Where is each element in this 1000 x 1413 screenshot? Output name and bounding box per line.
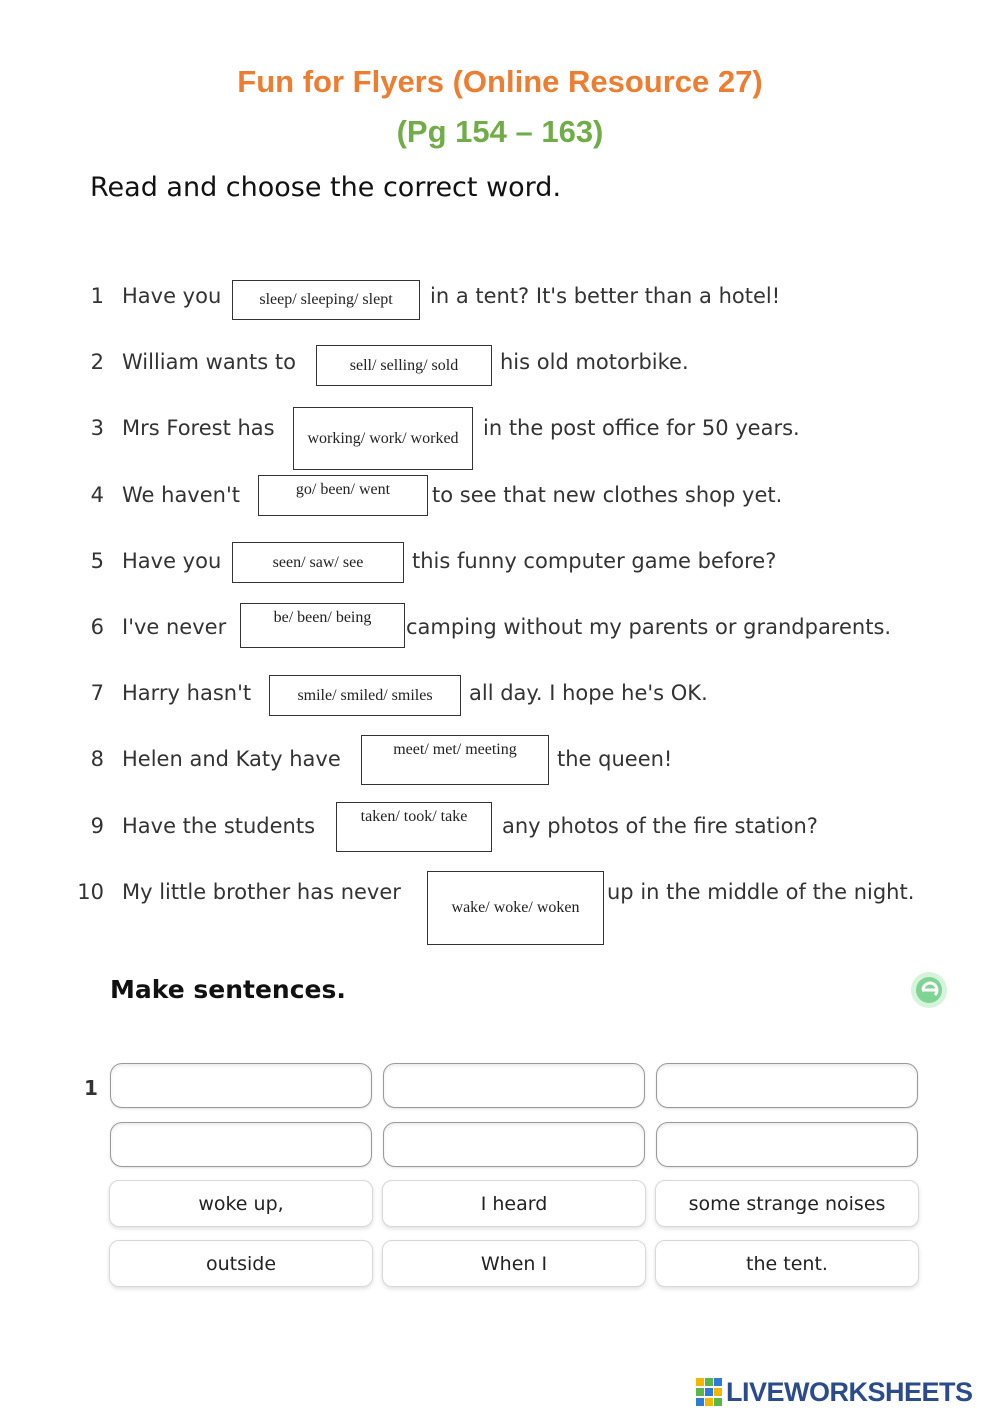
answer-dropdown[interactable]: meet/ met/ meeting: [361, 735, 549, 785]
question-text-before: Harry hasn't: [122, 681, 252, 705]
sentence-number: 1: [84, 1076, 98, 1100]
question-text-before: I've never: [122, 615, 227, 639]
answer-slot[interactable]: [656, 1063, 918, 1108]
answer-slot[interactable]: [110, 1122, 372, 1167]
answer-slot[interactable]: [383, 1063, 645, 1108]
answer-dropdown[interactable]: go/ been/ went: [258, 475, 428, 516]
word-tile[interactable]: the tent.: [655, 1240, 919, 1287]
answer-dropdown[interactable]: taken/ took/ take: [336, 802, 492, 852]
question-number: 1: [90, 284, 104, 308]
answer-slot[interactable]: [656, 1122, 918, 1167]
answer-dropdown[interactable]: wake/ woke/ woken: [427, 871, 604, 945]
question-text-before: Helen and Katy have: [122, 747, 341, 771]
question-text-before: Have the students: [122, 814, 316, 838]
answer-slot[interactable]: [383, 1122, 645, 1167]
question-number: 10: [77, 880, 104, 904]
question-row: [70, 681, 970, 721]
question-number: 7: [90, 681, 104, 705]
word-tile[interactable]: When I: [382, 1240, 646, 1287]
question-row: [70, 609, 970, 655]
word-tile[interactable]: I heard: [382, 1180, 646, 1227]
logo-text: LIVEWORKSHEETS: [726, 1376, 973, 1407]
logo-icon: [696, 1378, 722, 1406]
question-text-after: in a tent? It's better than a hotel!: [430, 284, 781, 308]
question-text-after: the queen!: [557, 747, 673, 771]
answer-dropdown[interactable]: seen/ saw/ see: [232, 542, 404, 583]
question-number: 9: [90, 814, 104, 838]
question-text-after: to see that new clothes shop yet.: [432, 483, 783, 507]
question-text-after: camping without my parents or grandparents.: [406, 615, 892, 639]
question-text-before: William wants to: [122, 350, 296, 374]
word-tile[interactable]: woke up,: [109, 1180, 373, 1227]
question-row: [70, 880, 970, 920]
worksheet-title: Fun for Flyers (Online Resource 27): [237, 64, 763, 99]
question-number: 4: [90, 483, 104, 507]
question-text-before: Mrs Forest has: [122, 416, 275, 440]
question-number: 5: [90, 549, 104, 573]
question-row: [70, 416, 970, 472]
worksheet-subtitle: (Pg 154 – 163): [396, 114, 604, 149]
question-number: 8: [90, 747, 104, 771]
word-tile[interactable]: some strange noises: [655, 1180, 919, 1227]
question-row: [70, 350, 970, 390]
exercise1-heading: Read and choose the correct word.: [90, 172, 562, 203]
question-number: 2: [90, 350, 104, 374]
answer-dropdown[interactable]: be/ been/ being: [240, 603, 405, 648]
question-number: 6: [90, 615, 104, 639]
question-row: [70, 808, 970, 854]
question-text-before: Have you: [122, 549, 222, 573]
exercise2-heading: Make sentences.: [110, 975, 346, 1004]
answer-dropdown[interactable]: sleep/ sleeping/ slept: [232, 280, 420, 320]
question-text-after: his old motorbike.: [500, 350, 689, 374]
question-text-after: in the post office for 50 years.: [483, 416, 800, 440]
liveworksheets-logo[interactable]: [696, 1372, 996, 1412]
question-text-before: My little brother has never: [122, 880, 401, 904]
answer-dropdown[interactable]: smile/ smiled/ smiles: [269, 675, 461, 716]
question-row: [70, 741, 970, 787]
question-text-before: Have you: [122, 284, 222, 308]
question-text-after: all day. I hope he's OK.: [469, 681, 708, 705]
word-tile[interactable]: outside: [109, 1240, 373, 1287]
question-text-before: We haven't: [122, 483, 240, 507]
question-number: 3: [90, 416, 104, 440]
question-text-after: up in the middle of the night.: [607, 880, 915, 904]
answer-slot[interactable]: [110, 1063, 372, 1108]
answer-dropdown[interactable]: working/ work/ worked: [293, 407, 473, 470]
question-text-after: this funny computer game before?: [412, 549, 777, 573]
audio-play-icon[interactable]: [909, 970, 949, 1010]
question-text-after: any photos of the fire station?: [502, 814, 818, 838]
question-row: [70, 549, 970, 589]
question-row: [70, 284, 970, 324]
question-row: [70, 483, 970, 523]
answer-dropdown[interactable]: sell/ selling/ sold: [316, 345, 492, 386]
